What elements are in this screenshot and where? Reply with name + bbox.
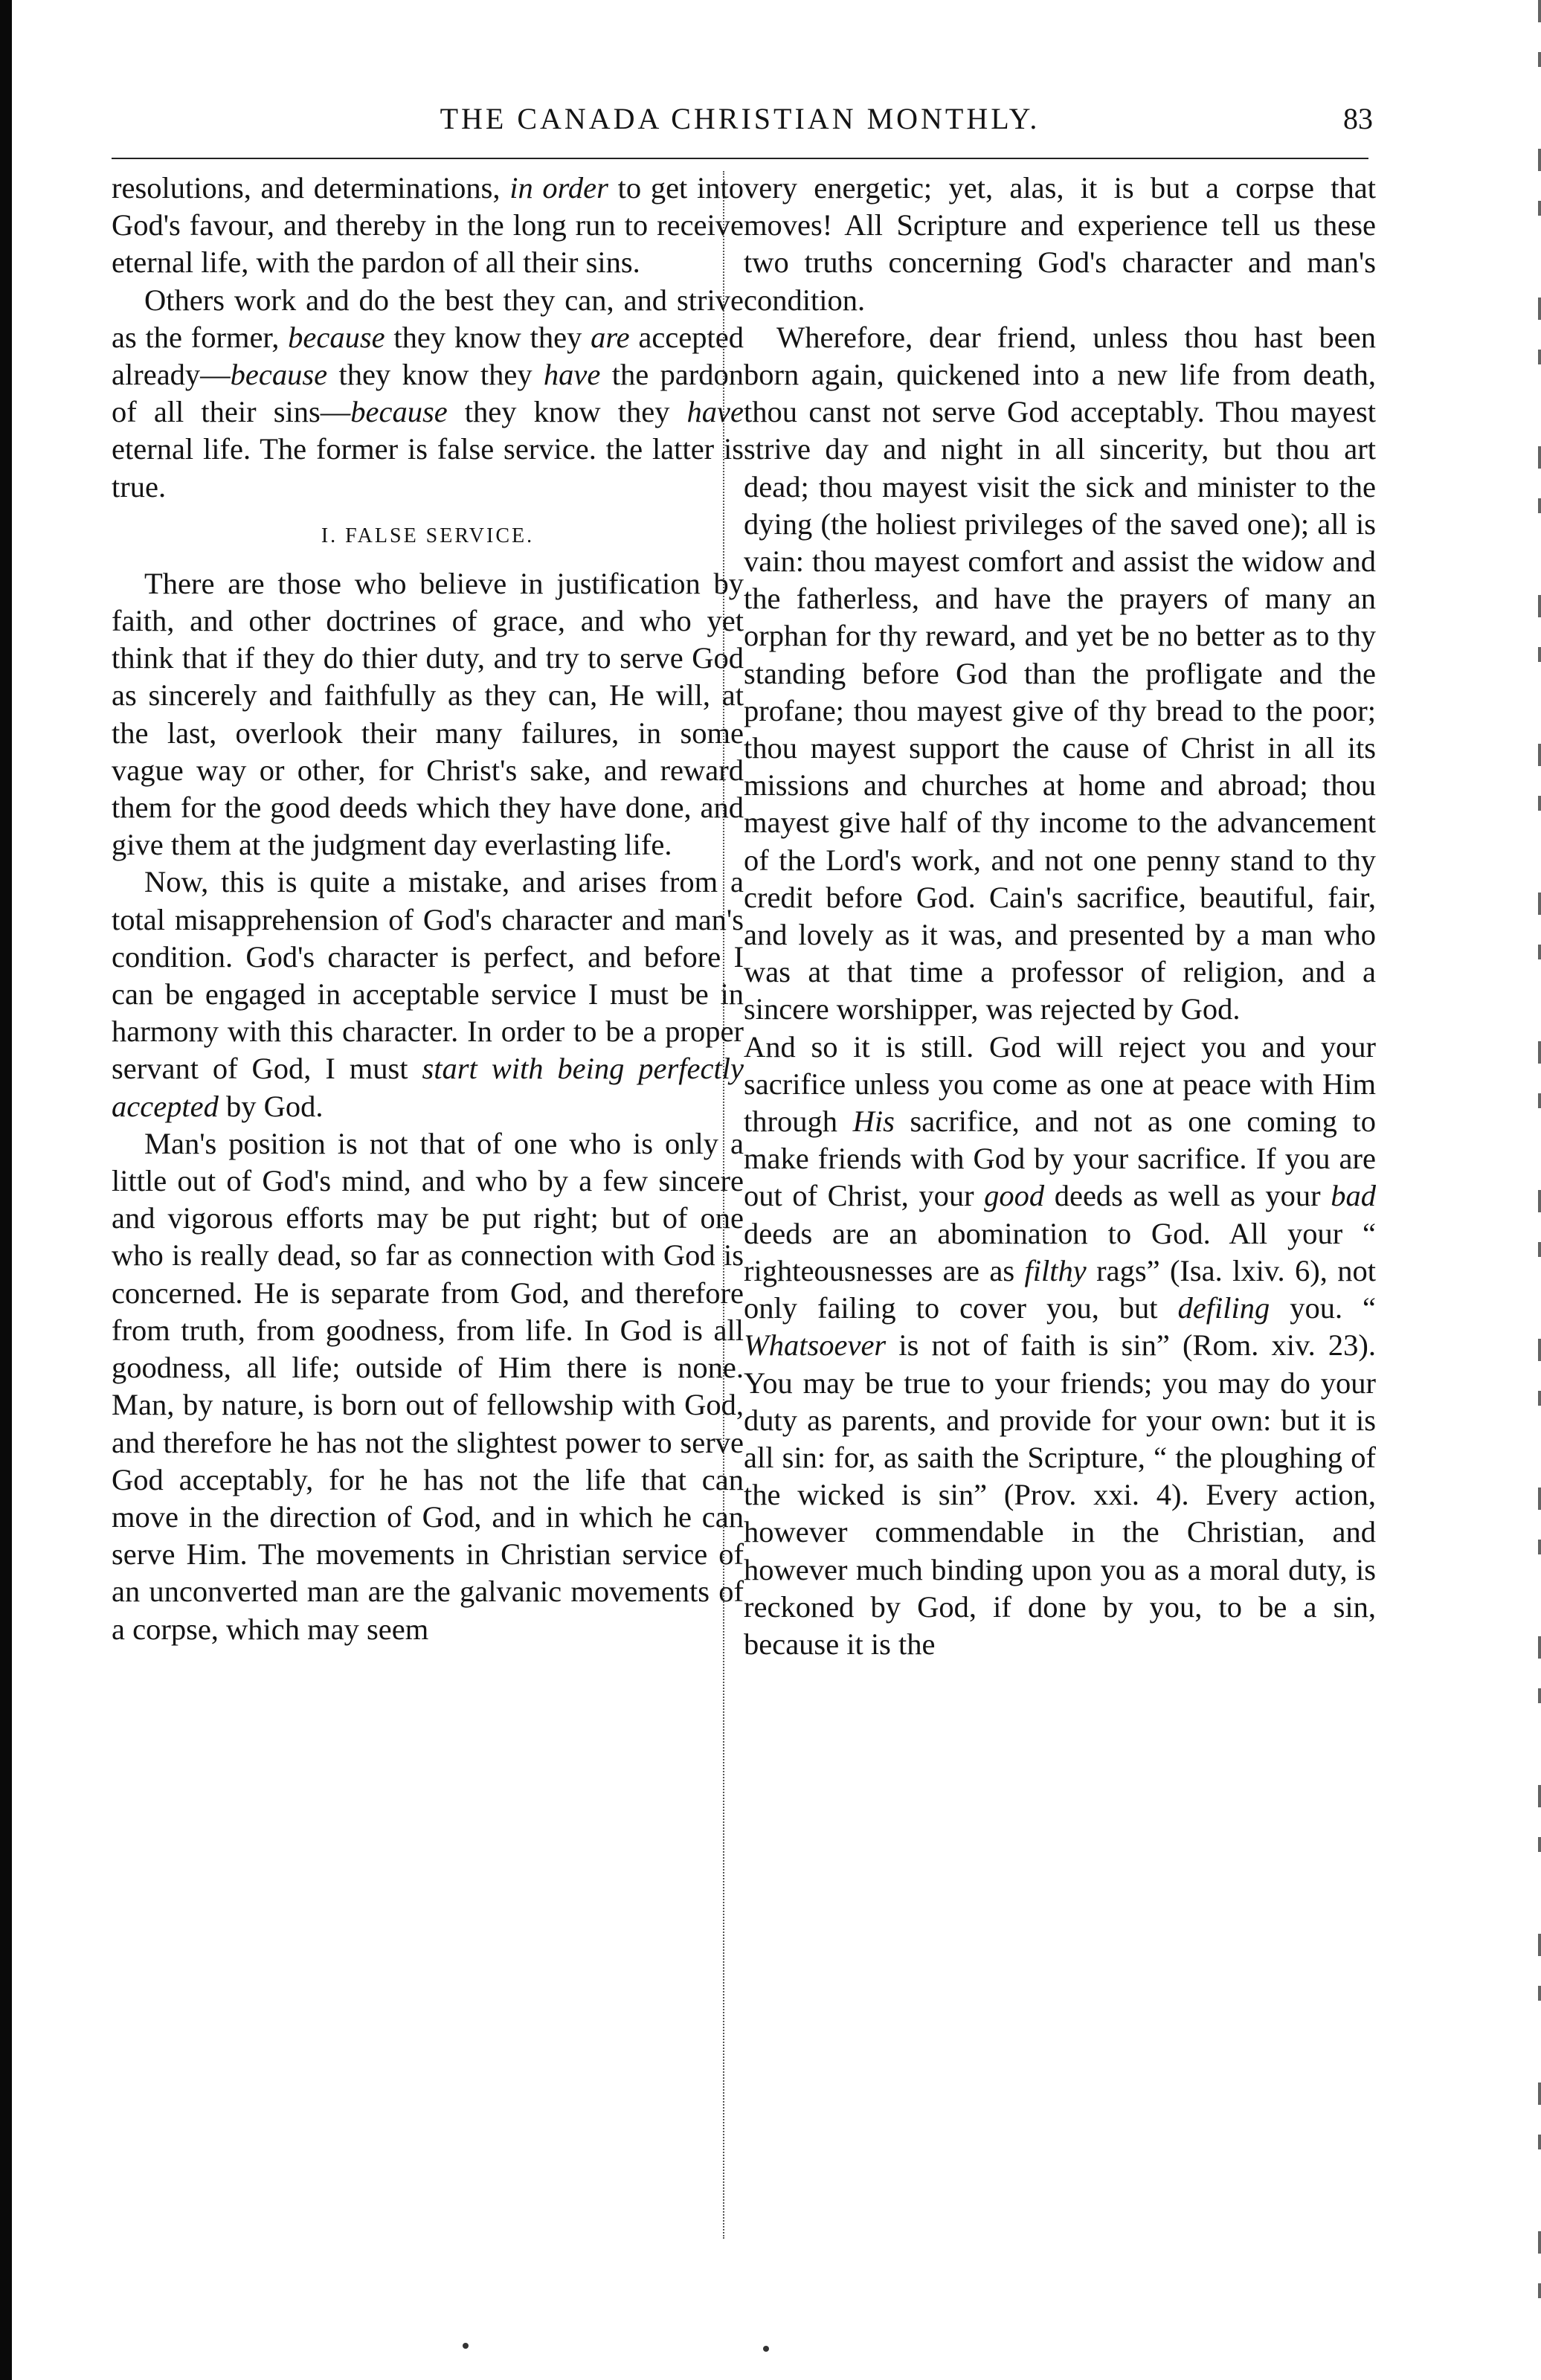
italic-run: because (350, 395, 448, 429)
italic-run: have (543, 358, 601, 392)
text-run: And so it is still. God will reject you and your sacrifice unless you come as one at peace with Him through (744, 1029, 1376, 1139)
italic-run: in order (509, 171, 608, 205)
text-run: they know they (327, 358, 544, 392)
text-run: is not of faith is sin” (Rom. xiv. 23). You may be true to your friends; you may do your duty as parents, and provide for your own: but it is all sin: for, as saith the Scripture, “ the ploughing of the wicked is sin” (Prov. xxi. 4). Every action, however commendable in the Christian, and however much binding upon you as a moral duty, is reckoned by God, if done by you, to be a sin, because it is the (744, 1328, 1376, 1661)
text-run: deeds are an abomination to God. All your “ righteousnesses are as (744, 1216, 1376, 1287)
italic-run: defiling (1177, 1291, 1270, 1325)
italic-run: have (686, 395, 744, 429)
text-run: eternal life. The former is false service. the latter is true. (112, 432, 744, 504)
italic-run: are (591, 320, 630, 354)
paragraph-so-it-is-still (744, 1029, 1376, 1663)
text-run: the pardon of all their sins— (112, 358, 744, 429)
italic-run: because (288, 320, 385, 354)
scan-bottom-marks (0, 2343, 1541, 2358)
text-run: resolutions, and determinations, (112, 171, 510, 205)
text-run: you. “ (1270, 1291, 1376, 1325)
italic-run: good (984, 1179, 1045, 1213)
section-heading-false-service: I. FALSE SERVICE. (321, 524, 535, 547)
paragraph-wherefore: Wherefore, dear friend, unless thou hast been born again, quickened into a new life from death, thou canst not serve God acceptably. Thou mayest strive day and night in all sincerity, but thou art dead; thou mayest visit the sick and minister to the dying (the holiest privileges of the saved one); all is vain: thou mayest comfort and assist the widow and the fatherless, and have the prayers of many an orphan for thy reward, and yet be no better as to thy standing before God than the profligate and the profane; thou mayest give of thy bread to the poor; thou mayest support the cause of Christ in all its missions and churches at home and abroad; thou mayest give half of thy income to the advancement of the Lord's work, and not one penny stand to thy credit before God. Cain's sacrifice, beautiful, fair, and lovely as it was, and presented by a man who was at that time a professor of religion, and a sincere worshipper, was rejected by God. (744, 320, 1376, 1026)
paragraph-mistake (112, 863, 744, 1125)
text-run: rags” (Isa. lxiv. 6), not only failing to cover you, but (744, 1253, 1376, 1325)
running-title: THE CANADA CHRISTIAN MONTHLY. (440, 102, 1040, 135)
right-column (744, 170, 1376, 1663)
scan-speck (763, 2346, 769, 2352)
text-run: they know they (447, 395, 687, 429)
paragraph-resolutions (112, 170, 744, 282)
italic-run: bad (1331, 1179, 1376, 1213)
italic-run: start with being perfectly accepted (112, 1052, 744, 1123)
text-run: they know they (385, 320, 591, 354)
page-number: 83 (1343, 102, 1373, 135)
italic-run: filthy (1024, 1253, 1087, 1287)
scan-edge-right (1538, 0, 1541, 2380)
header-rule (112, 158, 1368, 159)
scan-edge-left (0, 0, 12, 2380)
paragraph-justification: There are those who believe in justification by faith, and other doctrines of grace, and who yet think that if they do thier duty, and try to serve God as sincerely and faithfully as they can, He will, at the last, overlook their many failures, in some vague way or other, for Christ's sake, and reward them for the good deeds which they have done, and give them at the judgment day everlasting life. (112, 566, 744, 862)
left-column (112, 170, 744, 1648)
text-run: Others work and do the best they can, and strive as the former, (112, 283, 744, 354)
text-run: Now, this is quite a mistake, and arises from a total misapprehension of God's character and man's condition. God's character is perfect, and before I can be engaged in acceptable service I must be in harmony with this character. In order to be a proper servant of God, I must (112, 865, 744, 1086)
paragraph-others-work (112, 282, 744, 506)
text-run: to get into God's favour, and thereby in the long run to receive eternal life, with the pardon of all their sins. (112, 171, 744, 280)
scan-speck (463, 2343, 469, 2349)
text-run: by God. (218, 1089, 324, 1123)
paragraph-mans-position: Man's position is not that of one who is only a little out of God's mind, and who by a few sincere and vigorous efforts may be put right; but of one who is really dead, so far as connection with God is concerned. He is separate from God, and therefore from truth, from goodness, from life. In God is all goodness, all life; outside of Him there is none. Man, by nature, is born out of fellowship with God, and therefore he has not the slightest power to serve God acceptably, for he has not the life that can move in the direction of God, and in which he can serve Him. The movements in Christian service of an unconverted man are the galvanic movements of a corpse, which may seem (112, 1126, 744, 1646)
text-run: accepted already— (112, 320, 744, 392)
running-head (112, 101, 1373, 146)
italic-run: His (852, 1104, 895, 1139)
italic-run: Whatsoever (744, 1328, 887, 1363)
paragraph-energetic: very energetic; yet, alas, it is but a corpse that moves! All Scripture and experience tell us these two truths concerning God's character and man's condition. (744, 171, 1376, 317)
text-run: sacrifice, and not as one coming to make friends with God by your sacrifice. If you are out of Christ, your (744, 1104, 1376, 1213)
italic-run: because (230, 358, 328, 392)
text-run: deeds as well as your (1044, 1179, 1331, 1213)
